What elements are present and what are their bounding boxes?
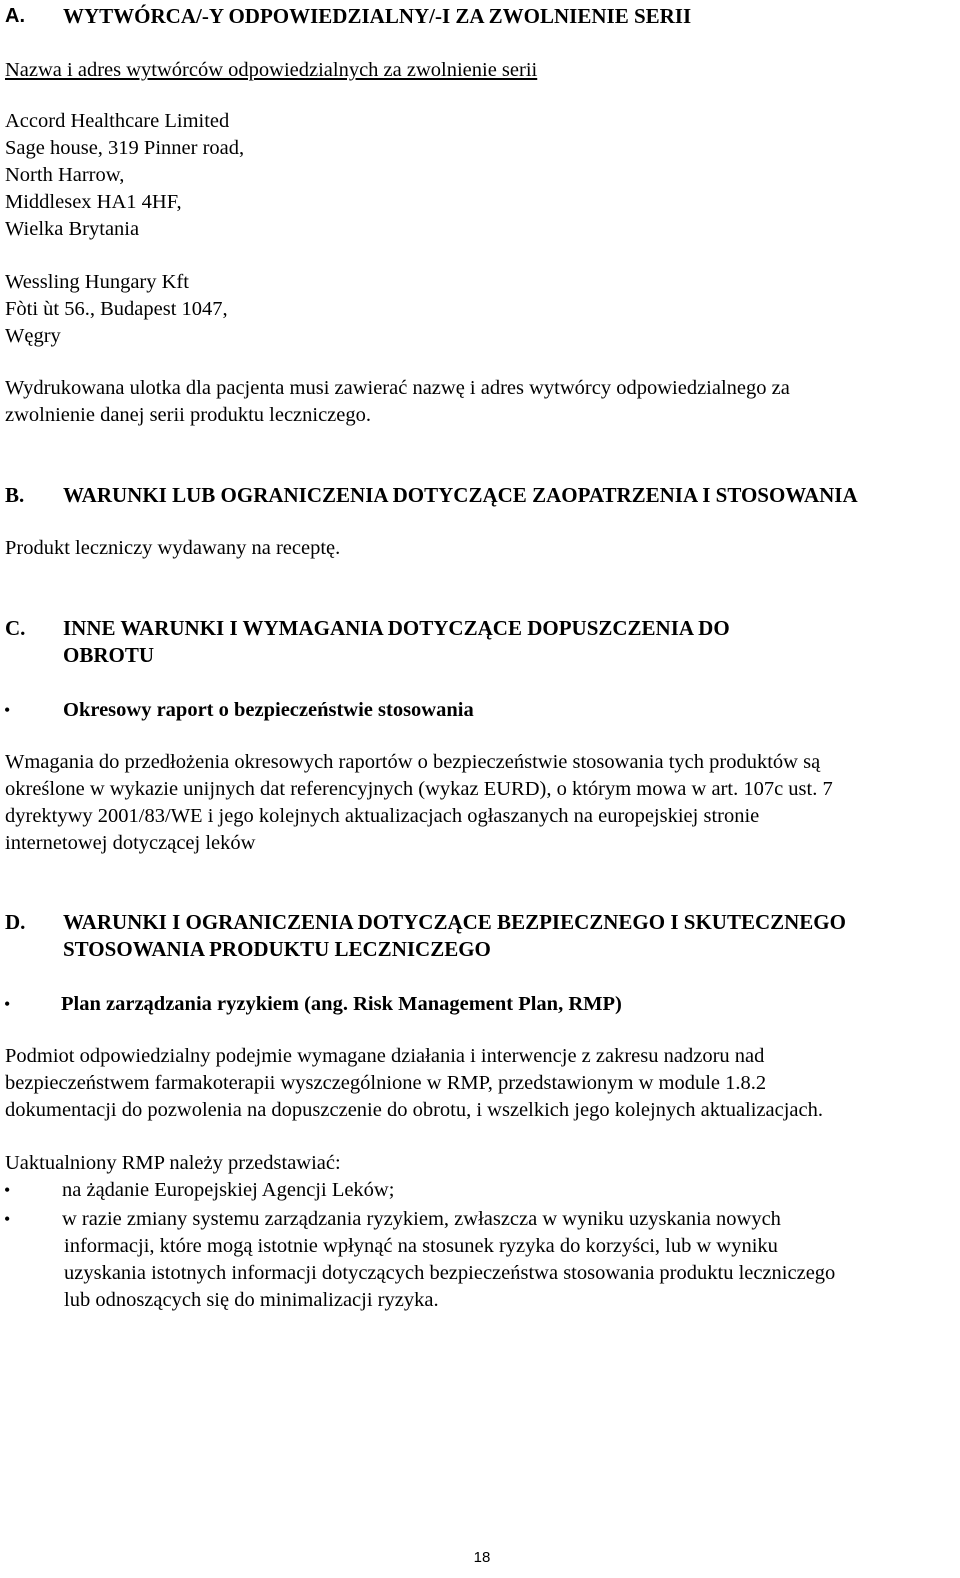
paragraph-line: Wmagania do przedłożenia okresowych raportów o bezpieczeństwie stosowania tych produktów są (5, 751, 821, 773)
paragraph-line: bezpieczeństwem farmakoterapii wyszczególnione w RMP, przedstawionym w module 1.8.2 (5, 1072, 767, 1094)
address-line: Węgry (5, 325, 61, 347)
section-d-letter: D. (5, 910, 26, 934)
rmp-list-item-text (62, 1206, 835, 1314)
address-line: North Harrow, (5, 164, 125, 186)
section-a-letter: A. (5, 5, 25, 27)
paragraph-line: internetowej dotyczącej leków (5, 832, 256, 854)
section-d-bullet-heading: Plan zarządzania ryzykiem (ang. Risk Management Plan, RMP) (61, 993, 622, 1015)
note-line: Wydrukowana ulotka dla pacjenta musi zawierać nazwę i adres wytwórcy odpowiedzialnego za (5, 377, 790, 399)
bullet-icon: • (4, 1180, 11, 1200)
paragraph-line: określone w wykazie unijnych dat referencyjnych (wykaz EURD), o którym mowa w art. 107c ust. 7 (5, 778, 833, 800)
bullet-icon: • (4, 994, 11, 1014)
address-line: Wessling Hungary Kft (5, 271, 189, 293)
section-b-text: Produkt leczniczy wydawany na receptę. (5, 537, 341, 559)
list-line: w razie zmiany systemu zarządzania ryzykiem, zwłaszcza w wyniku uzyskania nowych (62, 1208, 781, 1230)
address-line: Sage house, 319 Pinner road, (5, 137, 245, 159)
bullet-icon: • (4, 700, 11, 720)
page-number: 18 (473, 1549, 491, 1566)
address-line: Accord Healthcare Limited (5, 110, 230, 132)
section-c-bullet-heading: Okresowy raport o bezpieczeństwie stosowania (63, 699, 474, 721)
address-line: Fòti ùt 56., Budapest 1047, (5, 298, 228, 320)
list-line: na żądanie Europejskiej Agencji Leków; (62, 1179, 395, 1201)
list-line: uzyskania istotnych informacji dotyczących bezpieczeństwa stosowania produktu leczniczego (64, 1262, 836, 1284)
address-line: Wielka Brytania (5, 218, 140, 240)
manufacturer-1-address (5, 108, 950, 243)
note-line: zwolnienie danej serii produktu leczniczego. (5, 404, 372, 426)
section-a-subheading-block (5, 57, 950, 84)
section-c-paragraph (5, 749, 950, 857)
bullet-icon: • (4, 1209, 11, 1229)
section-d-title-line-1: WARUNKI I OGRANICZENIA DOTYCZĄCE BEZPIECZNEGO I SKUTECZNEGO (63, 910, 846, 934)
address-line: Middlesex HA1 4HF, (5, 191, 182, 213)
section-c-letter: C. (5, 616, 26, 640)
section-d-paragraph (5, 1043, 950, 1124)
section-a-title: WYTWÓRCA/-Y ODPOWIEDZIALNY/-I ZA ZWOLNIENIE SERII (63, 4, 692, 28)
section-a-note (5, 375, 950, 429)
section-c-title-line-1: INNE WARUNKI I WYMAGANIA DOTYCZĄCE DOPUSZCZENIA DO (63, 616, 730, 640)
rmp-intro-block (5, 1150, 950, 1177)
section-b-text-block (5, 535, 950, 562)
rmp-intro: Uaktualniony RMP należy przedstawiać: (5, 1152, 341, 1174)
rmp-list-item-text (62, 1177, 394, 1204)
paragraph-line: dyrektywy 2001/83/WE i jego kolejnych aktualizacjach ogłaszanych na europejskiej stronie (5, 805, 760, 827)
section-b-title: WARUNKI LUB OGRANICZENIA DOTYCZĄCE ZAOPATRZENIA I STOSOWANIA (63, 483, 858, 507)
list-line: informacji, które mogą istotnie wpłynąć na stosunek ryzyka do korzyści, lub w wyniku (64, 1235, 778, 1257)
section-c-title-line-2: OBROTU (63, 643, 155, 667)
section-a-subheading: Nazwa i adres wytwórców odpowiedzialnych za zwolnienie serii (5, 59, 538, 81)
paragraph-line: Podmiot odpowiedzialny podejmie wymagane działania i interwencje z zakresu nadzoru nad (5, 1045, 765, 1067)
manufacturer-2-address (5, 269, 950, 350)
section-b-letter: B. (5, 483, 25, 507)
section-d-title-line-2: STOSOWANIA PRODUKTU LECZNICZEGO (63, 937, 491, 961)
list-line: lub odnoszących się do minimalizacji ryzyka. (64, 1289, 439, 1311)
paragraph-line: dokumentacji do pozwolenia na dopuszczenie do obrotu, i wszelkich jego kolejnych aktualizacjach. (5, 1099, 824, 1121)
